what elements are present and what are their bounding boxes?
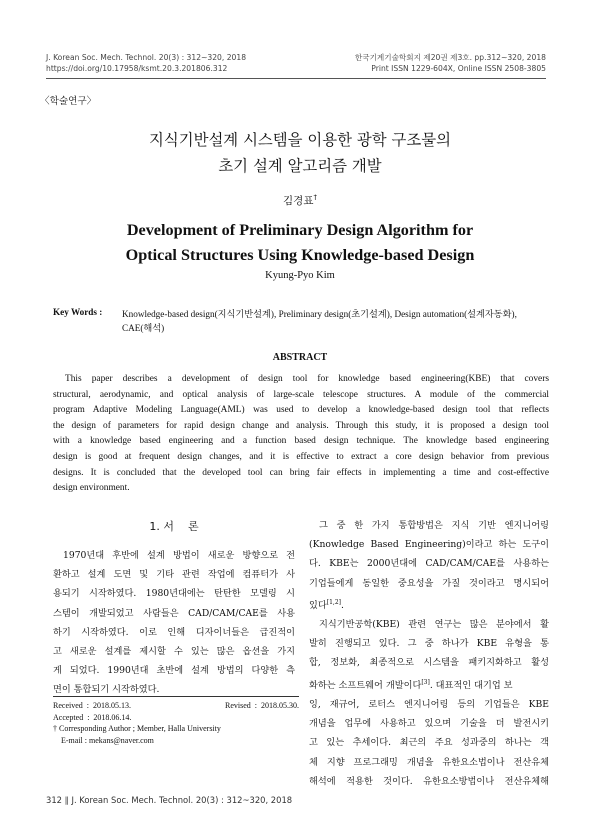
text-line: 합, 정보화, 최종적으로 시스템을 패키지화하고 활성: [309, 657, 549, 669]
abstract-line: designs. It is concluded that the developed tool can bring fair effects in implementing a time and cost-effective: [53, 467, 549, 478]
text-line: 1970년대 후반에 설계 방법이 새로운 방향으로 전: [63, 550, 295, 561]
text-line: 해석에 적용한 것이다. 유한요소방법이나 전산유체해: [309, 775, 549, 787]
text-line: (Knowledge Based Engineering)이라고 하는 도구이: [309, 539, 549, 551]
abstract-line: structural, aerodynamic, and optical analysis of large-scale telescope structures. A module of the commercial: [53, 389, 549, 400]
corresponding-mark: †: [313, 193, 317, 202]
text-line: 체 지향 프로그래밍 개념을 유한요소법이나 전산유체: [309, 756, 549, 768]
keywords-list: [122, 307, 552, 335]
title-korean: [0, 127, 600, 179]
text-line: 그 중 한 가지 통합방법은 지식 기반 엔지니어링: [319, 520, 549, 531]
abstract-line: the design of parameters for rapid design change and analysis. Through this study, it is proposed a design tool: [53, 420, 549, 431]
introduction-body: [53, 546, 295, 700]
text-line: 잉, 재규어, 로터스 엔지니어링 등의 기업들은 KBE: [309, 698, 549, 710]
text-line: 개념을 업무에 사용하고 있으며 기술을 더 발전시키: [309, 718, 549, 730]
author-english: Kyung-Pyo Kim: [265, 270, 335, 281]
author-korean: [0, 193, 600, 208]
abstract-heading: ABSTRACT: [272, 352, 328, 363]
footnote-dates: [53, 700, 299, 712]
title-korean-line1: 지식기반설계 시스템을 이용한 광학 구조물의: [148, 131, 452, 149]
text-line: 고 있는 추세이다. 최근의 주요 성과중의 하나는 객: [309, 737, 549, 749]
journal-citation: J. Korean Soc. Mech. Technol. 20(3) : 312~320, 2018: [46, 53, 247, 62]
author-korean-name: 김경표: [283, 195, 314, 207]
abstract-body: [53, 372, 549, 497]
right-column-body: [309, 516, 549, 791]
article-category: 〈학술연구〉: [40, 96, 97, 107]
footnote-rule: [53, 696, 299, 697]
author-email[interactable]: E-mail : mekans@naver.com: [61, 735, 154, 745]
abstract-line: with a knowledge based engineering and a function based design technique. The knowledge based engineering: [53, 436, 549, 447]
text-line: 게 되었다. 1990년대 초반에 설계 방법의 다양한 측: [53, 665, 295, 677]
issn-line: Print ISSN 1229-604X, Online ISSN 2508-3805: [371, 64, 546, 73]
doi-link[interactable]: https://doi.org/10.17958/ksmt.20.3.201806.312: [46, 64, 228, 73]
corresponding-author: † Corresponding Author ; Member, Halla University: [53, 724, 221, 733]
abstract-line: design is good at frequent design changes, and it is effective to extract a core design behavior from previous: [53, 451, 549, 462]
revised-date: Revised : 2018.05.30.: [225, 701, 299, 710]
text-line: 있다[1,2].: [309, 598, 344, 611]
text-line: 기업들에게 동일한 중요성을 가질 것이라고 명시되어: [309, 577, 549, 589]
journal-citation-kr: 한국기계기술학회지 제20권 제3호. pp.312~320, 2018: [354, 53, 546, 62]
text-line: 면이 통합되기 시작하였다.: [53, 684, 160, 696]
page-footer: 312 ∥ J. Korean Soc. Mech. Technol. 20(3) : 312~320, 2018: [46, 795, 293, 805]
text-line: 지식기반공학(KBE) 관련 연구는 많은 분야에서 활: [319, 619, 549, 631]
keywords-line2: CAE(해석): [122, 323, 165, 333]
title-english-line2: Optical Structures Using Knowledge-based Design: [125, 246, 475, 264]
section-heading-introduction: 1. 서 론: [149, 520, 199, 533]
abstract-line: program Adaptive Modeling Language(AML) was used to develop a knowledge-based design tool that reflects: [53, 405, 549, 416]
text-line: 용되기 시작하였다. 1980년대에는 탄탄한 모델링 시: [53, 588, 295, 600]
title-english-line1: Development of Preliminary Design Algorithm for: [126, 221, 474, 239]
text-line: 하기 시작하였다. 이로 인해 디자이너들은 급진적이: [53, 626, 295, 638]
title-english: [0, 218, 600, 268]
header-rule: [46, 78, 546, 79]
citation-ref[interactable]: [3]: [421, 678, 430, 686]
text-line: 고 새로운 설계를 제시할 수 있는 많은 옵션을 가지: [53, 646, 295, 658]
keywords-label: Key Words :: [53, 307, 103, 317]
footnote: [53, 700, 299, 746]
abstract-line: This paper describes a development of design tool for knowledge based engineering(KBE) that covers: [65, 374, 549, 384]
citation-ref[interactable]: [1,2]: [326, 598, 341, 606]
received-date: Received : 2018.05.13.: [53, 701, 131, 710]
abstract-line: design environment.: [53, 483, 130, 494]
title-korean-line2: 초기 설계 알고리즘 개발: [218, 157, 382, 175]
text-line: 다. KBE는 2000년대에 CAD/CAM/CAE를 사용하는: [309, 558, 549, 570]
accepted-date: Accepted : 2018.06.14.: [53, 712, 132, 722]
keywords-line1: Knowledge-based design(지식기반설계), Preliminary design(초기설계), Design automation(설계자동화),: [122, 309, 517, 319]
text-line: 화하는 소프트웨어 개발이다[3]. 대표적인 대기업 보: [309, 678, 513, 691]
text-line: 발히 진행되고 있다. 그 중 하나가 KBE 유형을 통: [309, 638, 549, 650]
text-line: 스템이 개발되었고 사람들은 CAD/CAM/CAE를 사용: [53, 607, 295, 619]
text-line: 환하고 설계 도면 및 기타 관련 작업에 컴퓨터가 사: [53, 569, 295, 581]
